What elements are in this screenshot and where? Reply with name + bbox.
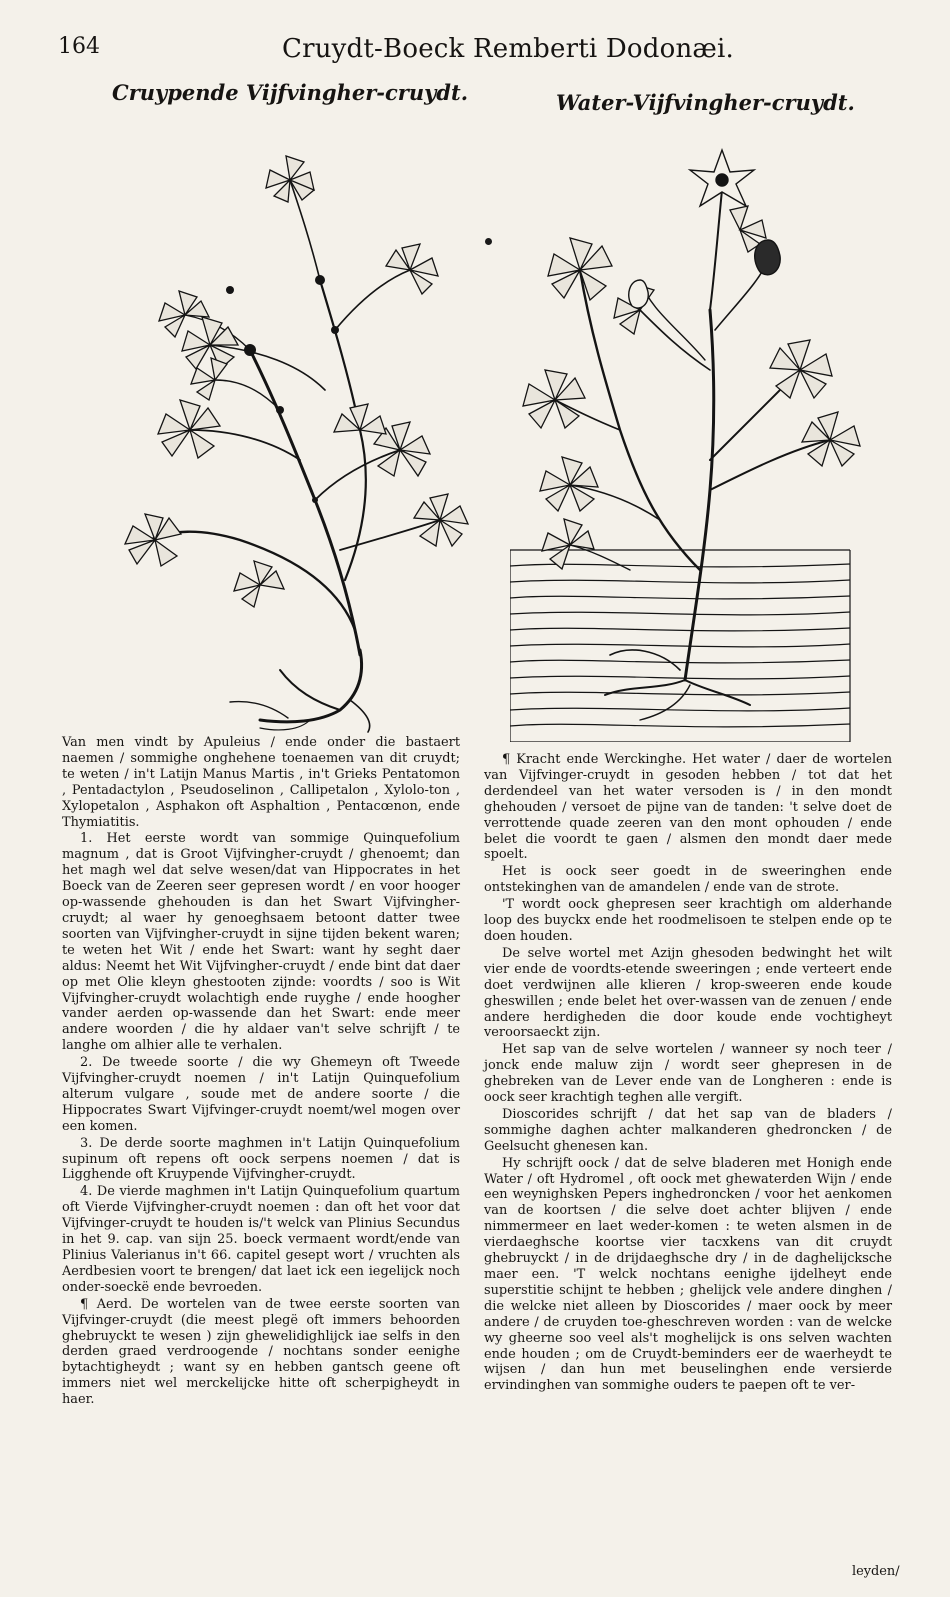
running-title: Cruydt-Boeck Remberti Dodonæi.: [282, 34, 735, 64]
left-paragraph: 2. De tweede soorte / die wy Ghemeyn oft Tweede Vijfvingher-cruydt noemen / in't Latijn Quinquefolium alterum vulgare , soude met de andere soorte / die Hippocrates Swart Vijfvinger-cruydt noemt/wel mogen over een komen.: [62, 1055, 460, 1134]
catchword: leyden/: [852, 1564, 900, 1579]
right-paragraph: Dioscorides schrijft / dat het sap van de bladers / sommighe daghen achter malkanderen ghedroncken / de Geelsucht ghenesen kan.: [484, 1106, 892, 1154]
right-paragraph: Hy schrijft oock / dat de selve bladeren met Honigh ende Water / oft Hydromel , oft oock met ghewaterden Wijn / ende een weynighsken Pepers inghedroncken / voor het aenkomen van de koortsen / die selve doet achter blijven / ende nimmermeer en laet weder-komen : te weten alsmen in de vierdaeghsche koortse vier tacxkens van dit cruydt ghebruyckt / in de drijdaeghsche dry / in de daghelijcksche maer een. 'T welck nochtans eenighe ijdelheyt ende superstitie schijnt te hebben ; ghelijck vele andere dinghen / die welcke niet alleen by Dioscorides / maer oock by meer andere / de cruyden toe-gheschreven worden : van de welcke wy gheerne soo veel als't moghelijck is ons selven wachten ende houden ; om de Cruydt-beminders eer de waerheydt te wijsen / dan hun met beuselinghen ende versierde ervindinghen van sommighe ouders te paepen oft te ver-: [484, 1155, 892, 1394]
right-paragraph: Het is oock seer goedt in de sweeringhen ende ontstekinghen van de amandelen / ende van de strote.: [484, 864, 892, 896]
left-paragraph: ¶ Aerd. De wortelen van de twee eerste soorten van Vijfvinger-cruydt (die meest plegë oft immers behoorden ghebruyckt te wesen ) zijn ghewelidighlijck iae selfs in den derden graed verdroogende / nochtans sonder eenighe bytachtigheydt ; want sy en hebben gantsch geene oft immers niet wel merckelijcke hitte oft scherpigheydt in haer.: [62, 1296, 460, 1408]
right-paragraph: De selve wortel met Azijn ghesoden bedwinght het wilt vier ende de voordts-etende sweeringen ; ende verteert ende doet verdwijnen alle klieren / krop-sweeren ende koude gheswillen ; ende belet het over-wassen van de zenuen / ende andere herdigheden die door koude ende vochtigheyt veroorsaeckt zijn.: [484, 945, 892, 1041]
right-paragraph: ¶ Kracht ende Werckinghe. Het water / daer de wortelen van Vijfvinger-cruydt in gesoden hebben / tot dat het derdendeel van het water versoden is / in den mondt ghehouden / versoet de pijne van de tanden: 't selve doet de verrottende quade zeeren van den mont ophouden / ende belet die voordt te gaen / alsmen den mondt daer mede spoelt.: [484, 752, 892, 863]
creeping-cinquefoil-woodcut: [110, 130, 470, 735]
left-plate-title: Cruypende Vijfvingher-cruydt.: [112, 80, 469, 105]
right-paragraph: Het sap van de selve wortelen / wanneer sy noch teer / jonck ende maluw zijn / wordt seer ghepresen in de ghebreken van de Lever ende van de Longheren : ende is oock seer krachtigh teghen alle vergift.: [484, 1042, 892, 1106]
left-paragraph: 1. Het eerste wordt van sommige Quinquefolium magnum , dat is Groot Vijfvingher-cruydt / ghenoemt; dan het magh wel dat selve wesen/dat van Hippocrates in het Boeck van de Zeeren seer gepresen wordt / en voor hooger op-wassende ghehouden is dan het Swart Vijfvingher-cruydt; al waer hy genoeghsaem betoont datter twee soorten van Vijfvingher-cruydt in sijne tijden bekent waren; te weten het Wit / ende het Swart: want hy seght daer aldus: Neemt het Wit Vijfvingher-cruydt / ende bint dat daer op met Olie kleyn ghestooten zijnde: voordts / soo is Wit Vijfvingher-cruydt wolachtigh ende ruyghe / ende hoogher vander aerden op-wassende dan het Swart: ende meer andere woorden / die hy aldaer van't selve schrijft / te langhe om alhier alle te verhalen.: [62, 831, 460, 1054]
page-number: 164: [58, 34, 100, 59]
left-text-column: [62, 735, 460, 1408]
water-cinquefoil-woodcut: [510, 130, 865, 742]
left-paragraph: 3. De derde soorte maghmen in't Latijn Quinquefolium supinum oft repens oft oock serpens noemen / dat is Ligghende oft Kruypende Vijfvingher-cruydt.: [62, 1135, 460, 1183]
ink-blot: [485, 238, 492, 245]
right-text-column: [484, 752, 892, 1394]
left-paragraph: Van men vindt by Apuleius / ende onder die bastaert naemen / sommighe onghehene toenaemen van dit cruydt; te weten / in't Latijn Manus Martis , in't Grieks Pentatomon , Pentadactylon , Pseudoselinon , Callipetalon , Xylolo-ton , Xylopetalon , Asphakon oft Asphaltion , Pentacœnon, ende Thymiatitis.: [62, 735, 460, 830]
left-paragraph: 4. De vierde maghmen in't Latijn Quinquefolium quartum oft Vierde Vijfvingher-cruydt noemen : dan oft het voor dat Vijfvinger-cruydt te houden is/'t welck van Plinius Secundus in het 9. cap. van sijn 25. boeck vermaent wordt/ende van Plinius Valerianus in't 66. capitel gesept wort / vruchten als Aerdbesien voort te brengen/ dat laet ick een iegelijck noch onder-soeckë ende bevroeden.: [62, 1184, 460, 1295]
right-paragraph: 'T wordt oock ghepresen seer krachtigh om alderhande loop des buyckx ende het roodmelisoen te stelpen ende op te doen houden.: [484, 897, 892, 944]
right-plate-title: Water-Vijfvingher-cruydt.: [556, 90, 855, 115]
